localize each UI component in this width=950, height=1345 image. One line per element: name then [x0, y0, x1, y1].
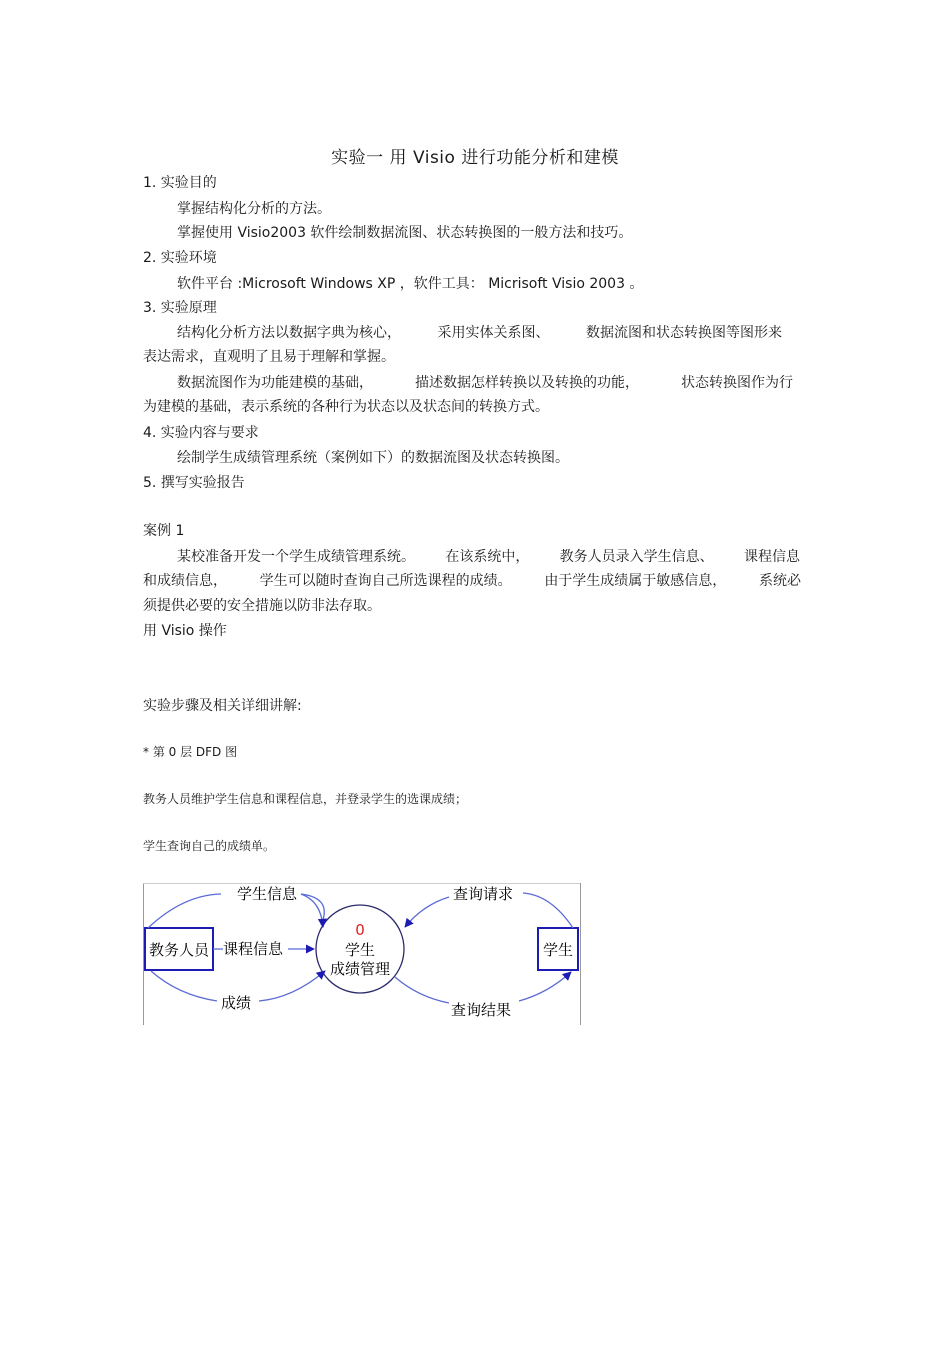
process-label-line-2: 成绩管理 [329, 960, 391, 978]
text-span: 和成绩信息， [143, 573, 227, 589]
text-span: 系统必 [758, 573, 801, 589]
entity-left-label: 教务人员 [148, 941, 210, 959]
flow-course-info-label: 课程信息 [223, 940, 284, 958]
text-span: 状态转换图作为行 [681, 375, 793, 391]
process-label-line-1: 学生 [344, 941, 376, 959]
section-1-para-1: 掌握结构化分析的方法。 [177, 201, 331, 217]
case-para-1 [177, 546, 800, 566]
text-span: 由于学生成绩属于敏感信息， [544, 573, 727, 589]
flow-query-request-curve [523, 893, 573, 928]
text-span: 数据流图作为功能建模的基础， [177, 375, 373, 391]
case-para-4: 用 Visio 操作 [143, 623, 227, 639]
document-title: 实验一 用 Visio 进行功能分析和建模 [331, 148, 619, 168]
flow-query-result-label: 查询结果 [451, 1001, 512, 1019]
steps-desc-1: 教务人员维护学生信息和课程信息，并登录学生的选课成绩； [143, 792, 468, 806]
flow-query-request-label: 查询请求 [453, 885, 514, 903]
section-5-heading: 5. 撰写实验报告 [143, 475, 245, 491]
section-1-heading: 1. 实验目的 [143, 175, 217, 191]
flow-grades-label: 成绩 [221, 994, 252, 1012]
flow-grades-arrow [259, 971, 325, 1001]
text-span: 某校准备开发一个学生成绩管理系统。 [177, 549, 415, 565]
steps-heading: 实验步骤及相关详细讲解: [143, 698, 302, 714]
section-2-para-1: 软件平台 :Microsoft Windows XP ，软件工具： Micrisoft Visio 2003 。 [177, 276, 644, 292]
flow-query-request-arrow [405, 897, 449, 927]
section-3-para-2 [177, 372, 793, 392]
flow-student-info-arrowhead [301, 894, 323, 927]
section-2-heading: 2. 实验环境 [143, 250, 217, 266]
text-span: 采用实体关系图、 [437, 325, 550, 341]
dfd-label: * 第 0 层 DFD 图 [143, 745, 238, 759]
dfd-diagram [143, 883, 583, 1025]
section-3-para-2-cont: 为建模的基础，表示系统的各种行为状态以及状态间的转换方式。 [143, 399, 549, 415]
section-1-para-2: 掌握使用 Visio2003 软件绘制数据流图、状态转换图的一般方法和技巧。 [177, 225, 633, 241]
process-number: 0 [355, 921, 365, 939]
flow-student-info-label: 学生信息 [237, 885, 298, 903]
text-span: 学生可以随时查询自己所选课程的成绩。 [259, 573, 512, 589]
steps-desc-2: 学生查询自己的成绩单。 [143, 839, 276, 853]
text-span: 课程信息 [743, 549, 800, 565]
case-heading: 案例 1 [143, 523, 185, 539]
section-4-para-1: 绘制学生成绩管理系统（案例如下）的数据流图及状态转换图。 [177, 450, 569, 466]
section-4-heading: 4. 实验内容与要求 [143, 425, 259, 441]
flow-grades-curve-left [151, 971, 217, 1001]
text-span: 结构化分析方法以数据字典为核心， [177, 325, 401, 341]
section-3-para-1-cont: 表达需求，直观明了且易于理解和掌握。 [143, 349, 395, 365]
text-span: 在该系统中， [445, 549, 530, 565]
case-para-2 [143, 570, 801, 590]
flow-query-result-arrow [519, 972, 571, 1001]
text-span: 教务人员录入学生信息、 [559, 549, 714, 565]
case-para-3: 须提供必要的安全措施以防非法存取。 [143, 598, 381, 614]
section-3-heading: 3. 实验原理 [143, 300, 217, 316]
section-3-para-1 [177, 322, 782, 342]
text-span: 描述数据怎样转换以及转换的功能， [415, 375, 639, 391]
flow-query-result-curve [395, 977, 449, 1003]
text-span: 数据流图和状态转换图等图形来 [586, 325, 782, 341]
entity-right-label: 学生 [542, 941, 574, 959]
